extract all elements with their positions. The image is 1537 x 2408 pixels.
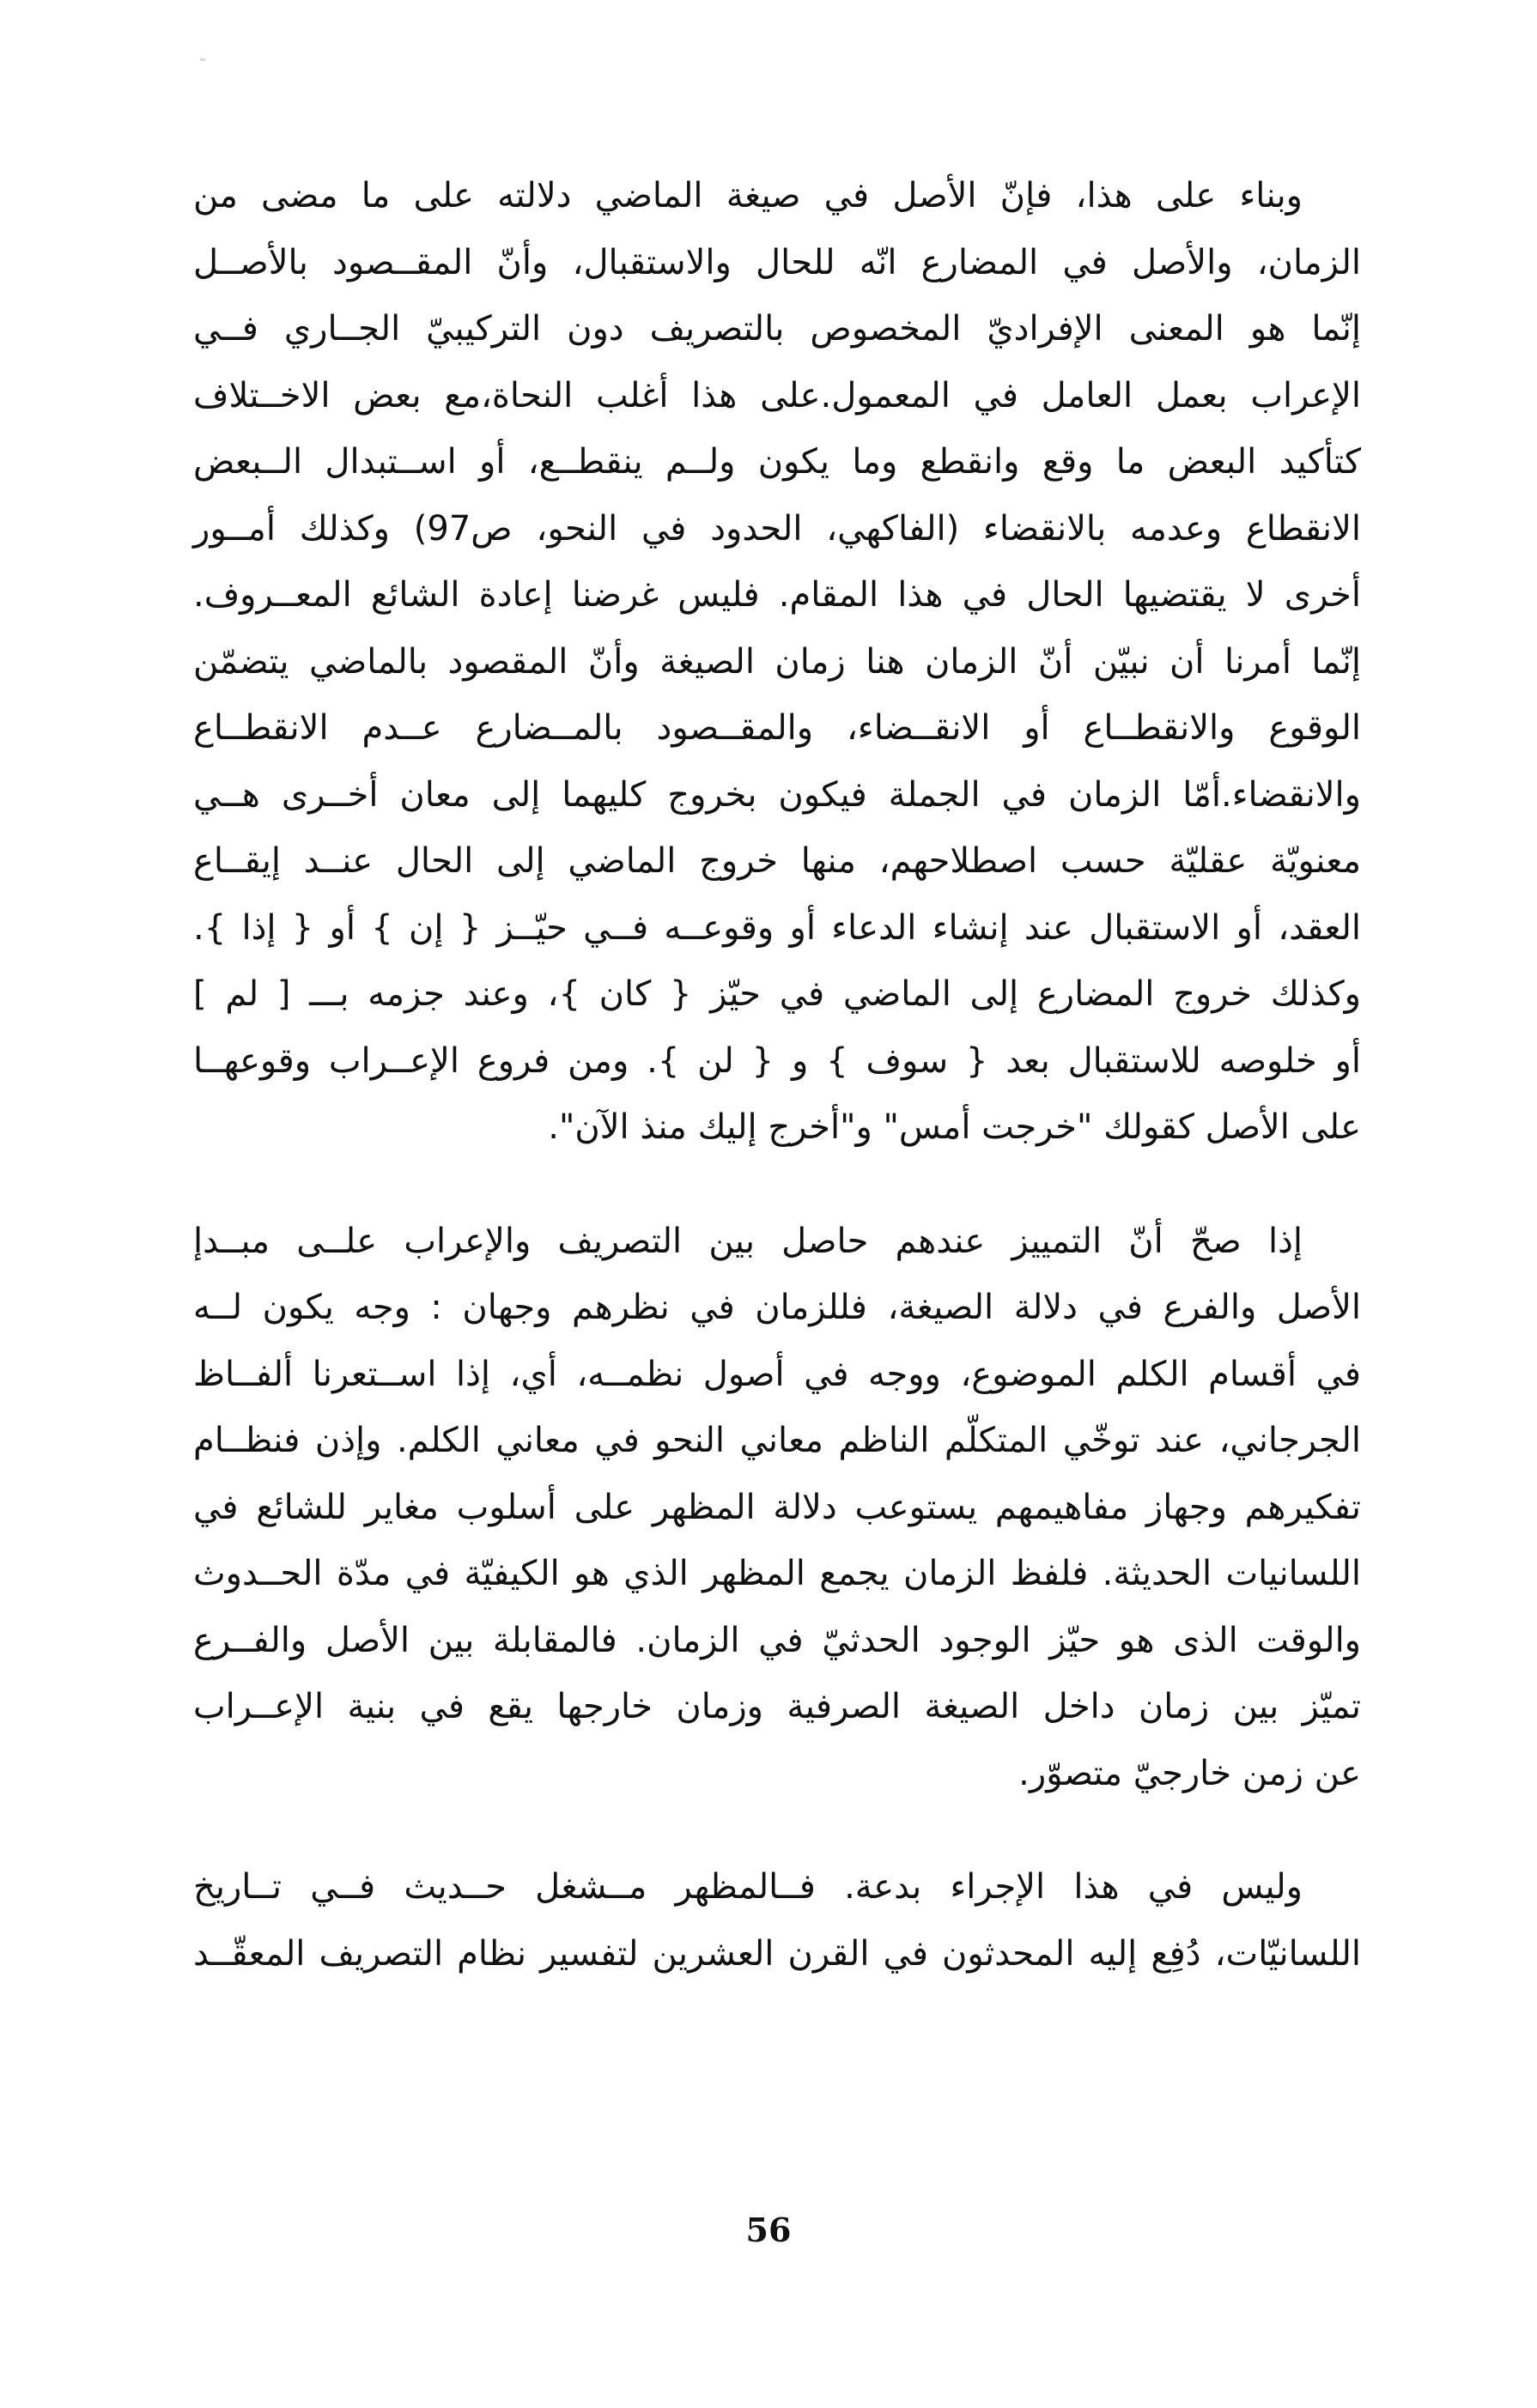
paragraph-3 [193, 1854, 1361, 1987]
text-line: الانقطاع وعدمه بالانقضاء (الفاكهي، الحدود في النحو، ص97) وكذلك أمــور [193, 508, 1361, 549]
text-line: عن زمن خارجيّ متصوّر. [1018, 1753, 1361, 1793]
paragraph-2 [193, 1209, 1361, 1808]
text-line: وكذلك خروج المضارع إلى الماضي في حيّز { كان }، وعند جزمه بـــ [ لم ] [193, 974, 1361, 1014]
text-line: إذا صحّ أنّ التمييز عندهم حاصل بين التصريف والإعراب علــى مبــدإ [193, 1221, 1303, 1261]
text-line: الزمان، والأصل في المضارع انّه للحال والاستقبال، وأنّ المقــصود بالأصــل [193, 242, 1361, 282]
text-line: على الأصل كقولك "خرجت أمس" و"أخرج إليك منذ الآن". [548, 1107, 1361, 1147]
text-line: العقد، أو الاستقبال عند إنشاء الدعاء أو وقوعــه فــي حيّــز { إن } أو { إذا }. [193, 907, 1361, 948]
text-line: كتأكيد البعض ما وقع وانقطع وما يكون ولــم ينقطــع، أو اســتبدال الــبعض [193, 442, 1361, 482]
text-line: وبناء على هذا، فإنّ الأصل في صيغة الماضي دلالته على ما مضى من [193, 176, 1303, 215]
text-line: والانقضاء.أمّا الزمان في الجملة فيكون بخروج كليهما إلى معان أخــرى هــي [193, 774, 1361, 815]
text-line: إنّما أمرنا أن نبيّن أنّ الزمان هنا زمان الصيغة وأنّ المقصود بالماضي يتضمّن [193, 641, 1361, 682]
text-line: أو خلوصه للاستقبال بعد { سوف } و { لن }. ومن فروع الإعــراب وقوعهــا [193, 1040, 1361, 1081]
text-line: والوقت الذى هو حيّز الوجود الحدثيّ في الزمان. فالمقابلة بين الأصل والفــرع [193, 1620, 1361, 1660]
paragraph-gap [193, 1162, 1361, 1209]
text-line: إنّما هو المعنى الإفراديّ المخصوص بالتصريف دون التركيبيّ الجــاري فــي [193, 309, 1361, 349]
text-line: اللسانيات الحديثة. فلفظ الزمان يجمع المظهر الذي هو الكيفيّة في مدّة الحــدوث [193, 1554, 1361, 1593]
text-line: تميّز بين زمان داخل الصيغة الصرفية وزمان خارجها يقع في بنية الإعــراب [193, 1687, 1361, 1726]
paragraph-1 [193, 163, 1361, 1162]
text-line: تفكيرهم وجهاز مفاهيمهم يستوعب دلالة المظهر على أسلوب مغاير للشائع في [193, 1487, 1361, 1527]
page-body [193, 163, 1361, 1987]
text-line: وليس في هذا الإجراء بدعة. فــالمظهر مــشغل حــديث فــي تــاريخ [193, 1867, 1303, 1907]
text-line: الأصل والفرع في دلالة الصيغة، فللزمان في نظرهم وجهان : وجه يكون لــه [193, 1288, 1361, 1327]
text-line: الوقوع والانقطــاع أو الانقــضاء، والمقــصود بالمــضارع عــدم الانقطــاع [193, 708, 1361, 748]
text-line: معنويّة عقليّة حسب اصطلاحهم، منها خروج الماضي إلى الحال عنــد إيقــاع [193, 841, 1361, 881]
text-line: في أقسام الكلم الموضوع، ووجه في أصول نظمــه، أي، إذا اســتعرنا ألفــاظ [193, 1354, 1361, 1394]
scan-mark [200, 58, 205, 61]
page-number: 56 [745, 2211, 792, 2249]
text-line: اللسانيّات، دُفِع إليه المحدثون في القرن العشرين لتفسير نظام التصريف المعقّــد [193, 1933, 1361, 1974]
text-line: الإعراب بعمل العامل في المعمول.على هذا أغلب النحاة،مع بعض الاخــتلاف [193, 375, 1361, 415]
text-line: الجرجاني، عند توخّي المتكلّم الناظم معاني النحو في معاني الكلم. وإذن فنظــام [193, 1421, 1361, 1460]
text-line: أخرى لا يقتضيها الحال في هذا المقام. فليس غرضنا إعادة الشائع المعــروف. [193, 575, 1361, 615]
paragraph-gap [193, 1807, 1361, 1854]
